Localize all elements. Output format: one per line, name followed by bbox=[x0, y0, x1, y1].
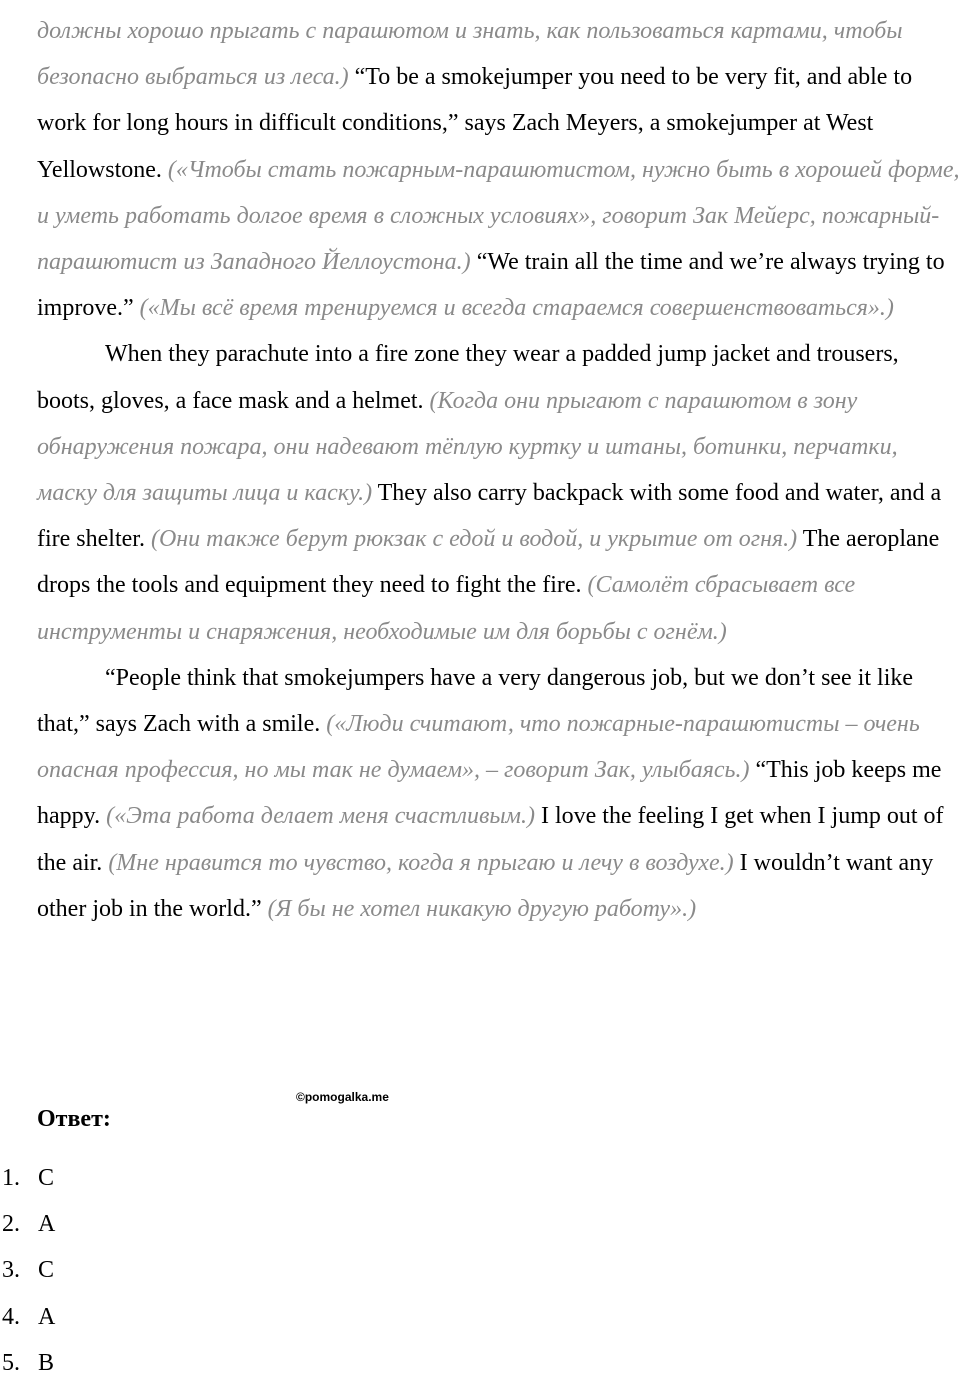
english-text: “This job keeps me happy. bbox=[37, 757, 942, 830]
answer-number: 1. bbox=[2, 1165, 20, 1191]
russian-translation-text: («Эта работа делает меня счастливым.) bbox=[106, 803, 535, 830]
answer-value: A bbox=[38, 1303, 56, 1330]
answer-item bbox=[0, 1302, 55, 1348]
answer-item bbox=[0, 1163, 55, 1209]
answer-heading: Ответ: bbox=[37, 1106, 111, 1132]
russian-translation-text: (Они также берут рюкзак с едой и водой, и укрытие от огня.) bbox=[150, 526, 798, 553]
answers-list bbox=[0, 1163, 55, 1394]
answer-value: A bbox=[38, 1211, 56, 1238]
answer-value: B bbox=[38, 1349, 55, 1376]
answer-number: 3. bbox=[2, 1257, 20, 1284]
paragraph bbox=[37, 8, 960, 331]
english-text: “People think that smokejumpers have a very dangerous job, but we don’t see it like that,” says Zach with a smile. bbox=[37, 664, 914, 738]
english-text: I love the feeling I get when I jump out of the air. bbox=[37, 803, 944, 876]
answer-number: 4. bbox=[2, 1303, 20, 1330]
russian-translation-text: должны хорошо прыгать с парашютом и знать, как пользоваться картами, чтобы безопасно выбраться из леса.) bbox=[37, 18, 903, 91]
russian-translation-text: (Самолёт сбрасывает все инструменты и снаряжения, необходимые им для борьбы с огнём.) bbox=[37, 572, 856, 645]
answer-value: C bbox=[38, 1165, 55, 1191]
russian-translation-text: («Мы всё время тренируемся и всегда стараемся совершенствоваться».) bbox=[139, 295, 894, 322]
russian-translation-text: (Когда они прыгают с парашютом в зону обнаружения пожара, они надевают тёплую куртку и штаны, ботинки, перчатки, маску для защиты лица и каску.) bbox=[37, 387, 898, 507]
russian-translation-text: («Люди считают, что пожарные-парашютисты – очень опасная профессия, но мы так не думаем», – говорит Зак, улыбаясь.) bbox=[37, 711, 920, 784]
english-text: They also carry backpack with some food and water, and a fire shelter. bbox=[37, 480, 942, 553]
answer-item bbox=[0, 1209, 55, 1255]
answer-item bbox=[0, 1255, 55, 1301]
english-text: The aeroplane drops the tools and equipment they need to fight the fire. bbox=[37, 526, 940, 599]
russian-translation-text: («Чтобы стать пожарным-парашютистом, нужно быть в хорошей форме, и уметь работать долгое время в сложных условиях», говорит Зак Мейерс, пожарный-парашютист из Западного Йеллоустона.) bbox=[37, 156, 960, 276]
paragraph bbox=[37, 655, 960, 932]
english-text: I wouldn’t want any other job in the world.” bbox=[37, 849, 934, 922]
answer-number: 2. bbox=[2, 1211, 20, 1238]
russian-translation-text: (Мне нравится то чувство, когда я прыгаю и лечу в воздухе.) bbox=[108, 849, 734, 876]
answer-value: C bbox=[38, 1257, 55, 1284]
answer-number: 5. bbox=[2, 1349, 20, 1376]
watermark-text: ©pomogalka.me bbox=[296, 1090, 389, 1104]
text-body bbox=[37, 8, 960, 932]
english-text: “To be a smokejumper you need to be very fit, and able to work for long hours in difficult conditions,” says Zach Meyers, a smokejumper at West Yellowstone. bbox=[37, 64, 913, 183]
english-text: “We train all the time and we’re always trying to improve.” bbox=[37, 249, 945, 322]
paragraph bbox=[37, 331, 960, 654]
english-text: When they parachute into a fire zone they wear a padded jump jacket and trousers, boots, gloves, a face mask and a helmet. bbox=[37, 341, 899, 414]
answer-item bbox=[0, 1348, 55, 1394]
russian-translation-text: (Я бы не хотел никакую другую работу».) bbox=[267, 895, 697, 922]
